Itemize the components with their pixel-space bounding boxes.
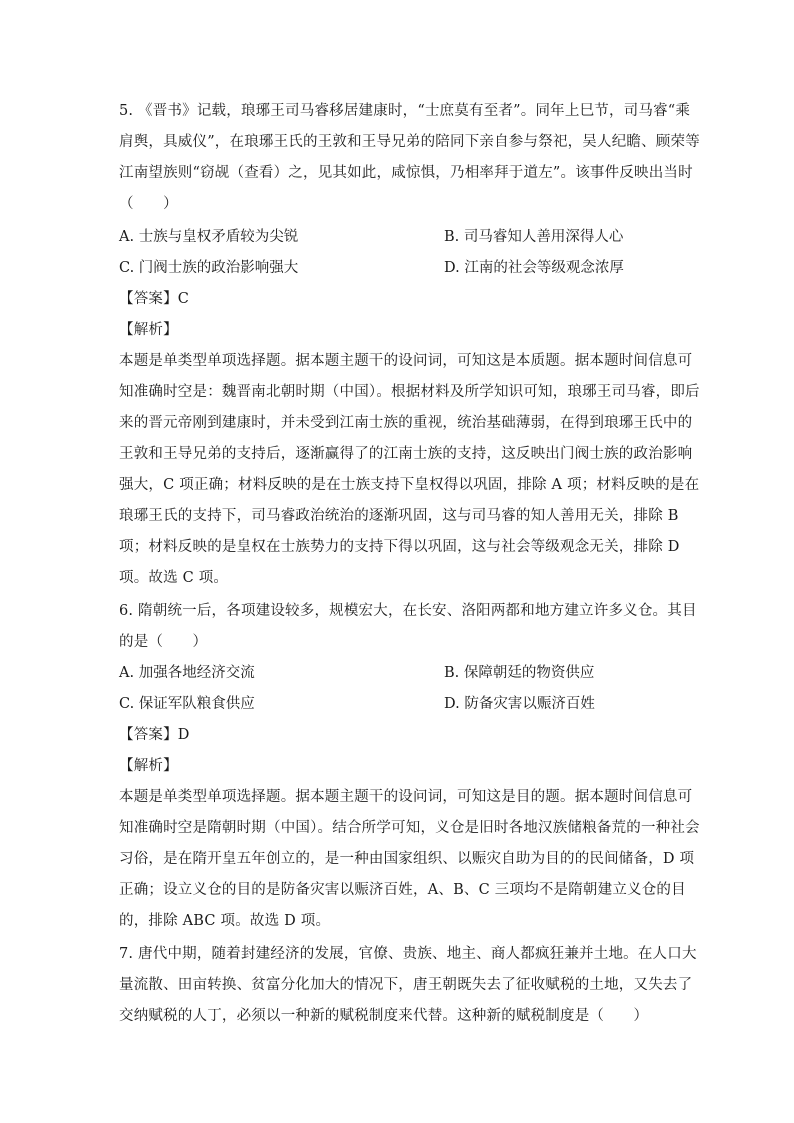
q5-option-b: B. 司马睿知人善用深得人心: [444, 229, 624, 245]
q6-option-b: B. 保障朝廷的物资供应: [444, 665, 595, 681]
q6-analysis-line-1: 本题是单类型单项选择题。据本题主题干的设问词，可知这是目的题。据本题时间信息可: [119, 789, 693, 805]
q6-analysis-line-2: 知准确时空是隋朝时期（中国）。结合所学可知，义仓是旧时各地汉族储粮备荒的一种社会: [119, 820, 700, 836]
q5-option-a: A. 士族与皇权矛盾较为尖锐: [119, 229, 299, 245]
q7-stem-line-3: 交纳赋税的人丁，必须以一种新的赋税制度来代替。这种新的赋税制度是（ ）: [119, 1008, 649, 1024]
q5-analysis-line-8: 项。故选 C 项。: [119, 570, 229, 586]
q6-option-c: C. 保证军队粮食供应: [119, 696, 255, 712]
q6-option-d: D. 防备灾害以赈济百姓: [444, 696, 595, 712]
q5-analysis-line-3: 来的晋元帝刚到建康时，并未受到江南士族的重视，统治基础薄弱，在得到琅琊王氏中的: [119, 415, 693, 431]
q6-stem-line-1: 6. 隋朝统一后，各项建设较多，规模宏大，在长安、洛阳两都和地方建立许多义仓。其目: [119, 603, 697, 619]
q7-stem-line-1: 7. 唐代中期，随着封建经济的发展，官僚、贵族、地主、商人都疯狂兼并土地。在人口大: [119, 946, 697, 962]
q6-option-a: A. 加强各地经济交流: [119, 665, 255, 681]
q6-answer: 【答案】D: [119, 727, 190, 743]
q6-analysis-title: 【解析】: [119, 758, 178, 774]
q5-option-c: C. 门阀士族的政治影响强大: [119, 260, 299, 276]
q5-answer: 【答案】C: [119, 291, 190, 307]
q5-stem-line-1: 5. 《晋书》记载，琅琊王司马睿移居建康时，“士庶莫有至者”。同年上巳节，司马睿“乘: [119, 103, 691, 119]
q5-analysis-title: 【解析】: [119, 322, 178, 338]
q5-option-d: D. 江南的社会等级观念浓厚: [444, 260, 624, 276]
q5-analysis-line-5: 强大，C 项正确；材料反映的是在士族支持下皇权得以巩固，排除 A 项；材料反映的是在: [119, 477, 700, 493]
q5-analysis-line-4: 王敦和王导兄弟的支持后，逐渐赢得了的江南士族的支持，这反映出门阀士族的政治影响: [119, 446, 693, 462]
q5-analysis-line-2: 知准确时空是：魏晋南北朝时期（中国）。根据材料及所学知识可知，琅琊王司马睿，即后: [119, 384, 700, 400]
q7-stem-line-2: 量流散、田亩转换、贫富分化加大的情况下，唐王朝既失去了征收赋税的土地，又失去了: [119, 977, 693, 993]
q5-stem-line-3: 江南望族则“窃觇（查看）之，见其如此，咸惊惧，乃相率拜于道左”。该事件反映出当时: [119, 165, 693, 181]
q6-analysis-line-3: 习俗，是在隋开皇五年创立的，是一种由国家组织、以赈灾自助为目的的民间储备，D 项: [119, 851, 695, 867]
q5-analysis-line-7: 项；材料反映的是皇权在士族势力的支持下得以巩固，这与社会等级观念无关，排除 D: [119, 539, 680, 555]
q6-analysis-line-4: 正确；设立义仓的目的是防备灾害以赈济百姓，A、B、C 三项均不是隋朝建立义仓的目: [119, 882, 686, 898]
q6-stem-line-2: 的是（ ）: [119, 634, 208, 650]
q5-analysis-line-6: 琅琊王氏的支持下，司马睿政治统治的逐渐巩固，这与司马睿的知人善用无关，排除 B: [119, 508, 679, 524]
q5-analysis-line-1: 本题是单类型单项选择题。据本题主题干的设问词，可知这是本质题。据本题时间信息可: [119, 353, 693, 369]
q5-stem-line-2: 肩舆，具威仪”，在琅琊王氏的王敦和王导兄弟的陪同下亲自参与祭祀，吴人纪瞻、顾荣等: [119, 134, 700, 150]
q6-analysis-line-5: 的，排除 ABC 项。故选 D 项。: [119, 913, 331, 929]
q5-stem-line-4: （ ）: [119, 196, 178, 212]
